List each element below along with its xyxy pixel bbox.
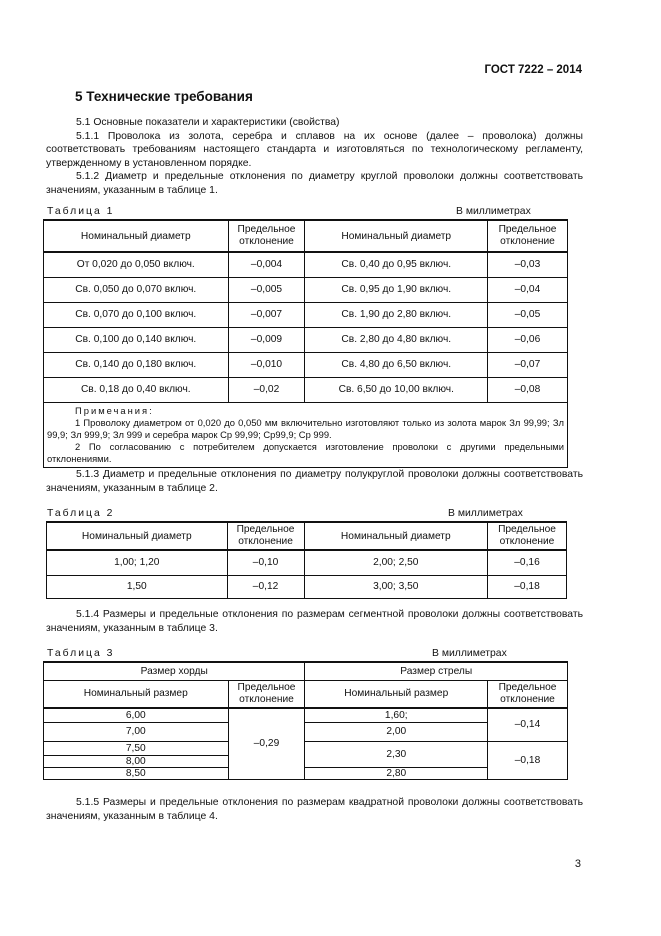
table3-header-tolerance-2: Предельное отклонение bbox=[488, 680, 568, 708]
table-cell: 7,00 bbox=[44, 722, 229, 741]
table-cell: –0,005 bbox=[228, 277, 305, 302]
table-cell: 3,00; 3,50 bbox=[304, 575, 488, 598]
table-2 bbox=[46, 521, 567, 599]
note-1: 1 Проволоку диаметром от 0,020 до 0,050 мм включительно изготовляют только из золота марок Зл 99,99; Зл 99,9; Зл 999,9; Зл 999 и серебра марок Ср 99,99; Ср99,9; Ср 999. bbox=[47, 416, 564, 440]
table-cell: Св. 0,050 до 0,070 включ. bbox=[44, 277, 229, 302]
table-cell: Св. 0,140 до 0,180 включ. bbox=[44, 352, 229, 377]
table-cell: –0,14 bbox=[488, 708, 568, 741]
table3-header-tolerance-1: Предельное отклонение bbox=[228, 680, 305, 708]
paragraph-5-1-4-block bbox=[46, 608, 583, 635]
table-cell: –0,16 bbox=[488, 550, 567, 575]
table-cell: Св. 0,18 до 0,40 включ. bbox=[44, 377, 229, 402]
paragraph-5-1-5: 5.1.5 Размеры и предельные отклонения по размерам квадратной проволоки должны соответствовать значениям, указанным в таблице 4. bbox=[46, 797, 583, 822]
table-cell: –0,08 bbox=[488, 377, 568, 402]
table3-group-chord: Размер хорды bbox=[44, 662, 305, 680]
table-cell: 1,60; bbox=[305, 708, 488, 722]
table-3 bbox=[43, 661, 568, 780]
table-row bbox=[44, 252, 568, 277]
table-cell: –0,12 bbox=[227, 575, 304, 598]
paragraph-5-1-3-block bbox=[46, 468, 583, 495]
table-cell: Св. 1,90 до 2,80 включ. bbox=[305, 302, 488, 327]
table-cell: 7,50 bbox=[44, 741, 229, 755]
table2-header-diameter-2: Номинальный диаметр bbox=[304, 522, 488, 550]
table-cell: Св. 0,95 до 1,90 включ. bbox=[305, 277, 488, 302]
table3-unit: В миллиметрах bbox=[432, 648, 507, 659]
table-cell: –0,07 bbox=[488, 352, 568, 377]
table-cell: Св. 2,80 до 4,80 включ. bbox=[305, 327, 488, 352]
intro-block bbox=[46, 116, 583, 198]
table-cell: –0,29 bbox=[228, 708, 305, 779]
paragraph-5-1-3: 5.1.3 Диаметр и предельные отклонения по диаметру полукруглой проволоки должны соответствовать значениям, указанным в таблице 2. bbox=[46, 469, 583, 494]
table1-notes bbox=[44, 402, 568, 467]
table-cell: –0,10 bbox=[227, 550, 304, 575]
table-cell: От 0,020 до 0,050 включ. bbox=[44, 252, 229, 277]
section-title: 5 Технические требования bbox=[75, 89, 253, 104]
table-row bbox=[44, 277, 568, 302]
table2-unit: В миллиметрах bbox=[448, 508, 523, 519]
table-row bbox=[44, 377, 568, 402]
table-row bbox=[47, 550, 567, 575]
table-row bbox=[44, 352, 568, 377]
table-cell: –0,010 bbox=[228, 352, 305, 377]
table-cell: 6,00 bbox=[44, 708, 229, 722]
table-cell: 2,30 bbox=[305, 741, 488, 767]
table-cell: –0,18 bbox=[488, 575, 567, 598]
table3-header-size-2: Номинальный размер bbox=[305, 680, 488, 708]
table-cell: 8,50 bbox=[44, 767, 229, 779]
table-cell: Св. 0,100 до 0,140 включ. bbox=[44, 327, 229, 352]
table3-caption: Таблица 3 bbox=[47, 648, 115, 659]
table-cell: –0,009 bbox=[228, 327, 305, 352]
table3-group-arrow: Размер стрелы bbox=[305, 662, 568, 680]
document-id: ГОСТ 7222 – 2014 bbox=[484, 64, 582, 76]
table1-header-tolerance-1: Предельное отклонение bbox=[228, 220, 305, 252]
table1-header-diameter-1: Номинальный диаметр bbox=[44, 220, 229, 252]
table1-header-tolerance-2: Предельное отклонение bbox=[488, 220, 568, 252]
table-row bbox=[47, 575, 567, 598]
table-cell: –0,05 bbox=[488, 302, 568, 327]
table-cell: –0,02 bbox=[228, 377, 305, 402]
paragraph-5-1-2: 5.1.2 Диаметр и предельные отклонения по диаметру круглой проволоки должны соответствовать значениям, указанным в таблице 1. bbox=[46, 171, 583, 196]
table-row bbox=[44, 327, 568, 352]
table-cell: 1,00; 1,20 bbox=[47, 550, 228, 575]
note-2: 2 По согласованию с потребителем допускается изготовление проволоки с другими предельными отклонениями. bbox=[47, 440, 564, 464]
paragraph-5-1-1: 5.1.1 Проволока из золота, серебра и сплавов на их основе (далее – проволока) должны соответствовать требованиям настоящего стандарта и изготовляться по технологическому регламенту, утвержденному в установленном порядке. bbox=[46, 130, 583, 169]
paragraph-5-1: 5.1 Основные показатели и характеристики (свойства) bbox=[76, 117, 340, 128]
table-row bbox=[44, 302, 568, 327]
table-cell: –0,06 bbox=[488, 327, 568, 352]
table-cell: 2,00 bbox=[305, 722, 488, 741]
table-cell: –0,007 bbox=[228, 302, 305, 327]
table-cell: Св. 6,50 до 10,00 включ. bbox=[305, 377, 488, 402]
table1-caption: Таблица 1 bbox=[47, 206, 115, 217]
table1-unit: В миллиметрах bbox=[456, 206, 531, 217]
table-cell: 8,00 bbox=[44, 755, 229, 767]
table1-header-diameter-2: Номинальный диаметр bbox=[305, 220, 488, 252]
table-cell: –0,18 bbox=[488, 741, 568, 779]
table2-caption: Таблица 2 bbox=[47, 508, 115, 519]
table-cell: Св. 0,070 до 0,100 включ. bbox=[44, 302, 229, 327]
table-cell: 1,50 bbox=[47, 575, 228, 598]
paragraph-5-1-5-block bbox=[46, 796, 583, 823]
table-cell: 2,80 bbox=[305, 767, 488, 779]
table2-header-diameter-1: Номинальный диаметр bbox=[47, 522, 228, 550]
table-cell: –0,03 bbox=[488, 252, 568, 277]
table2-header-tolerance-2: Предельное отклонение bbox=[488, 522, 567, 550]
table-row bbox=[44, 708, 568, 722]
notes-title: Примечания: bbox=[75, 404, 154, 416]
table-cell: Св. 0,40 до 0,95 включ. bbox=[305, 252, 488, 277]
table2-header-tolerance-1: Предельное отклонение bbox=[227, 522, 304, 550]
table-1 bbox=[43, 219, 568, 468]
table-cell: –0,04 bbox=[488, 277, 568, 302]
table-cell: 2,00; 2,50 bbox=[304, 550, 488, 575]
table-cell: Св. 4,80 до 6,50 включ. bbox=[305, 352, 488, 377]
page-number: 3 bbox=[574, 858, 581, 870]
table-row bbox=[44, 741, 568, 755]
paragraph-5-1-4: 5.1.4 Размеры и предельные отклонения по размерам сегментной проволоки должны соответствовать значениям, указанным в таблице 3. bbox=[46, 609, 583, 634]
table3-header-size-1: Номинальный размер bbox=[44, 680, 229, 708]
table-cell: –0,004 bbox=[228, 252, 305, 277]
